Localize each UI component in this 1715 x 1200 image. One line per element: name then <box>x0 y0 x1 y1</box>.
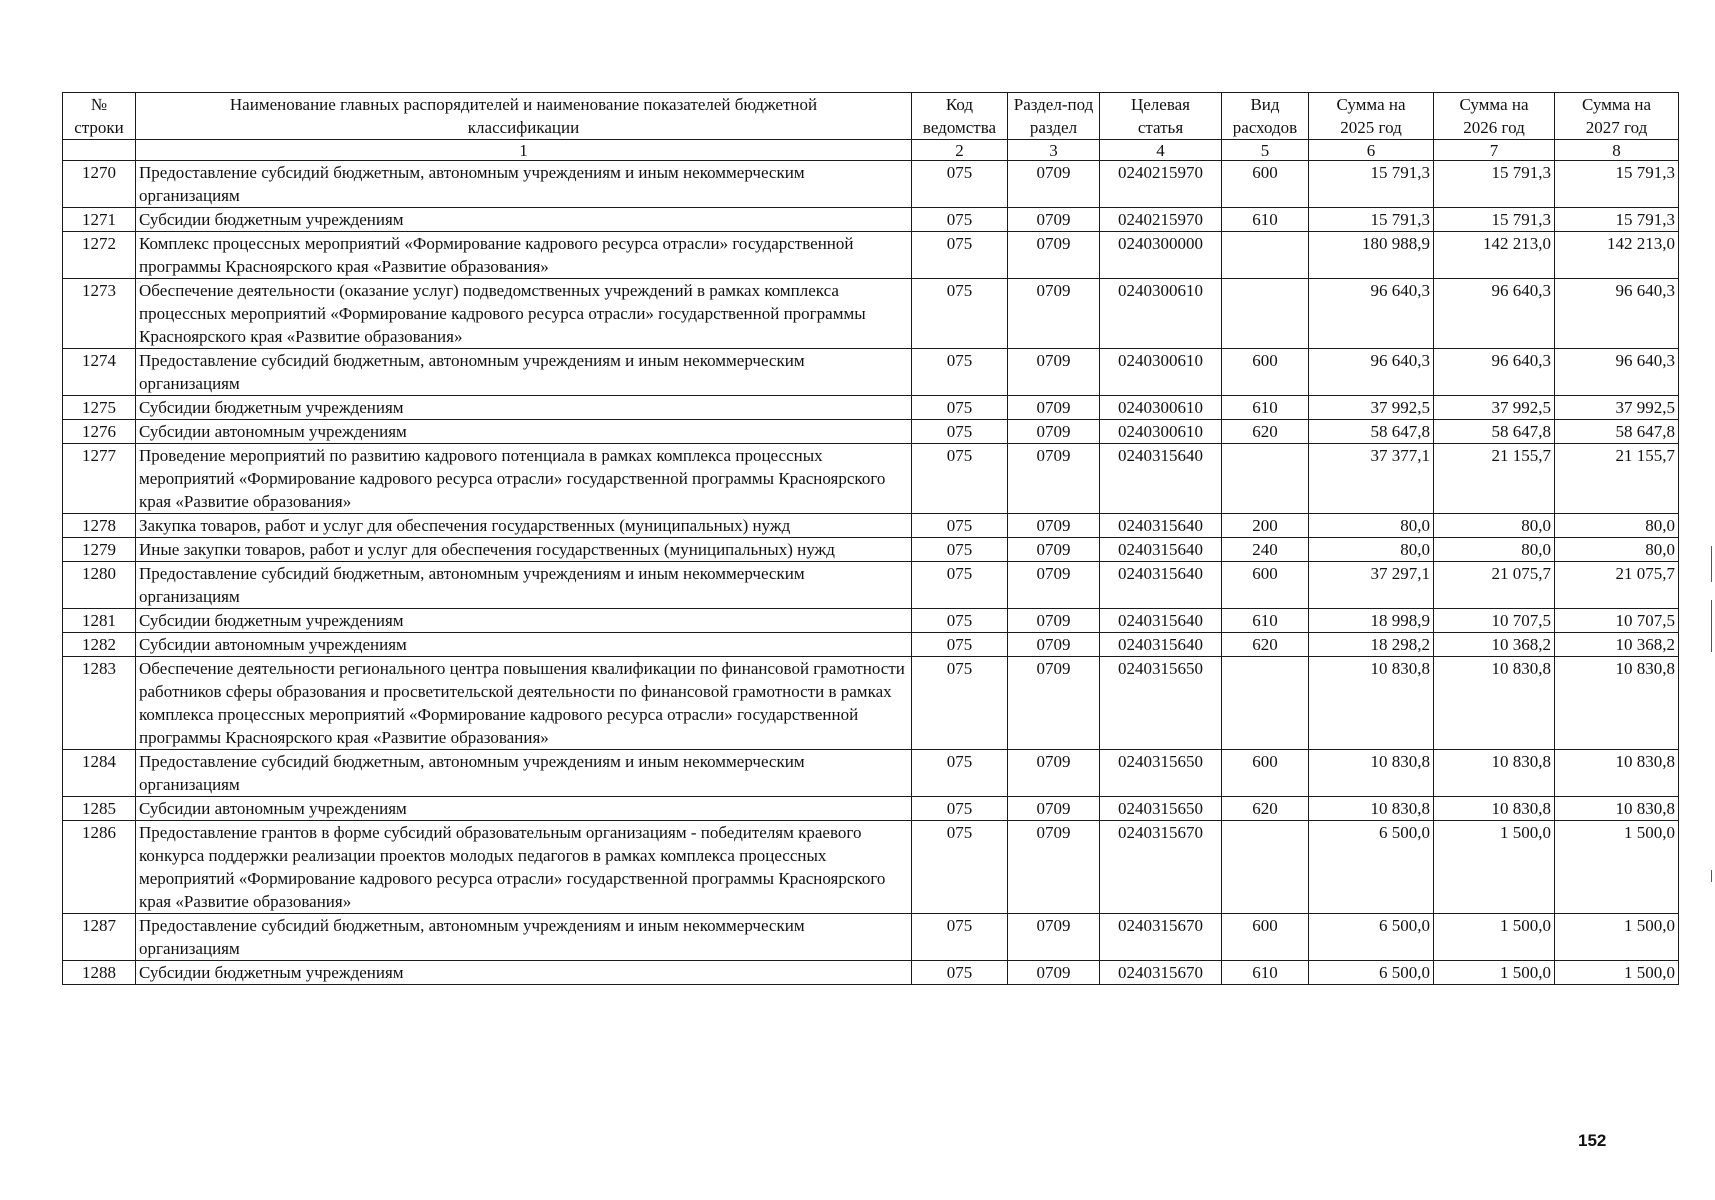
row-number-cell: 1272 <box>63 232 136 279</box>
row-dept-code-cell: 075 <box>912 961 1008 985</box>
row-name-cell: Предоставление субсидий бюджетным, автономным учреждениям и иным некоммерческим организациям <box>136 161 912 208</box>
header-section: Раздел-подраздел <box>1008 93 1100 140</box>
row-dept-code-cell: 075 <box>912 914 1008 961</box>
row-section-cell: 0709 <box>1008 444 1100 514</box>
row-expense-type-cell <box>1222 232 1309 279</box>
row-target-cell: 0240315640 <box>1100 444 1222 514</box>
row-dept-code-cell: 075 <box>912 538 1008 562</box>
row-target-cell: 0240315650 <box>1100 750 1222 797</box>
row-name-cell: Субсидии бюджетным учреждениям <box>136 396 912 420</box>
row-expense-type-cell: 240 <box>1222 538 1309 562</box>
row-sum-2027-cell: 1 500,0 <box>1555 961 1679 985</box>
row-dept-code-cell: 075 <box>912 797 1008 821</box>
table-row <box>63 961 1679 985</box>
row-expense-type-cell: 620 <box>1222 797 1309 821</box>
row-name-cell: Закупка товаров, работ и услуг для обеспечения государственных (муниципальных) нужд <box>136 514 912 538</box>
row-sum-2025-cell: 6 500,0 <box>1309 821 1434 914</box>
row-expense-type-cell: 600 <box>1222 562 1309 609</box>
row-sum-2025-cell: 18 998,9 <box>1309 609 1434 633</box>
row-dept-code-cell: 075 <box>912 633 1008 657</box>
column-number: 6 <box>1309 140 1434 161</box>
row-sum-2025-cell: 18 298,2 <box>1309 633 1434 657</box>
row-expense-type-cell <box>1222 279 1309 349</box>
row-sum-2027-cell: 80,0 <box>1555 514 1679 538</box>
row-number-cell: 1283 <box>63 657 136 750</box>
row-dept-code-cell: 075 <box>912 161 1008 208</box>
row-dept-code-cell: 075 <box>912 514 1008 538</box>
row-target-cell: 0240315670 <box>1100 821 1222 914</box>
column-number: 1 <box>136 140 912 161</box>
row-target-cell: 0240315640 <box>1100 562 1222 609</box>
row-sum-2026-cell: 10 830,8 <box>1434 797 1555 821</box>
row-section-cell: 0709 <box>1008 161 1100 208</box>
row-name-cell: Предоставление субсидий бюджетным, автономным учреждениям и иным некоммерческим организациям <box>136 914 912 961</box>
row-number-cell: 1281 <box>63 609 136 633</box>
row-section-cell: 0709 <box>1008 633 1100 657</box>
row-section-cell: 0709 <box>1008 420 1100 444</box>
row-sum-2027-cell: 15 791,3 <box>1555 161 1679 208</box>
row-expense-type-cell: 600 <box>1222 349 1309 396</box>
row-section-cell: 0709 <box>1008 538 1100 562</box>
row-sum-2026-cell: 21 075,7 <box>1434 562 1555 609</box>
row-target-cell: 0240315650 <box>1100 657 1222 750</box>
table-row <box>63 232 1679 279</box>
row-sum-2027-cell: 15 791,3 <box>1555 208 1679 232</box>
row-expense-type-cell: 610 <box>1222 208 1309 232</box>
row-sum-2026-cell: 58 647,8 <box>1434 420 1555 444</box>
column-number: 2 <box>912 140 1008 161</box>
table-header <box>63 93 1679 161</box>
row-name-cell: Предоставление субсидий бюджетным, автономным учреждениям и иным некоммерческим организациям <box>136 562 912 609</box>
row-dept-code-cell: 075 <box>912 609 1008 633</box>
row-dept-code-cell: 075 <box>912 444 1008 514</box>
row-sum-2025-cell: 58 647,8 <box>1309 420 1434 444</box>
row-sum-2026-cell: 80,0 <box>1434 538 1555 562</box>
row-sum-2025-cell: 6 500,0 <box>1309 914 1434 961</box>
row-expense-type-cell: 200 <box>1222 514 1309 538</box>
header-dept-code: Код ведомства <box>912 93 1008 140</box>
row-dept-code-cell: 075 <box>912 420 1008 444</box>
scan-edge-mark <box>1711 870 1712 882</box>
row-dept-code-cell: 075 <box>912 750 1008 797</box>
row-sum-2026-cell: 96 640,3 <box>1434 279 1555 349</box>
row-section-cell: 0709 <box>1008 609 1100 633</box>
row-name-cell: Субсидии автономным учреждениям <box>136 420 912 444</box>
row-name-cell: Субсидии автономным учреждениям <box>136 633 912 657</box>
row-sum-2026-cell: 10 368,2 <box>1434 633 1555 657</box>
row-expense-type-cell <box>1222 657 1309 750</box>
row-name-cell: Проведение мероприятий по развитию кадрового потенциала в рамках комплекса процессных мероприятий «Формирование кадрового ресурса отрасли» государственной программы Красноярского края «Развитие образования» <box>136 444 912 514</box>
header-row-no: № строки <box>63 93 136 140</box>
table-row <box>63 562 1679 609</box>
table-row <box>63 914 1679 961</box>
table-row <box>63 161 1679 208</box>
row-section-cell: 0709 <box>1008 750 1100 797</box>
row-sum-2027-cell: 10 830,8 <box>1555 657 1679 750</box>
row-number-cell: 1277 <box>63 444 136 514</box>
row-number-cell: 1280 <box>63 562 136 609</box>
row-sum-2025-cell: 96 640,3 <box>1309 279 1434 349</box>
row-number-cell: 1286 <box>63 821 136 914</box>
row-expense-type-cell <box>1222 821 1309 914</box>
row-sum-2025-cell: 80,0 <box>1309 514 1434 538</box>
row-expense-type-cell: 600 <box>1222 914 1309 961</box>
row-expense-type-cell: 610 <box>1222 961 1309 985</box>
row-section-cell: 0709 <box>1008 821 1100 914</box>
row-sum-2025-cell: 80,0 <box>1309 538 1434 562</box>
header-sum-2025: Сумма на 2025 год <box>1309 93 1434 140</box>
table-row <box>63 750 1679 797</box>
row-target-cell: 0240315640 <box>1100 633 1222 657</box>
row-target-cell: 0240315670 <box>1100 961 1222 985</box>
row-sum-2027-cell: 10 830,8 <box>1555 797 1679 821</box>
header-target: Целевая статья <box>1100 93 1222 140</box>
row-sum-2027-cell: 37 992,5 <box>1555 396 1679 420</box>
column-number: 7 <box>1434 140 1555 161</box>
row-target-cell: 0240315650 <box>1100 797 1222 821</box>
row-name-cell: Комплекс процессных мероприятий «Формирование кадрового ресурса отрасли» государственной программы Красноярского края «Развитие образования» <box>136 232 912 279</box>
row-number-cell: 1284 <box>63 750 136 797</box>
row-sum-2027-cell: 21 075,7 <box>1555 562 1679 609</box>
row-number-cell: 1282 <box>63 633 136 657</box>
row-section-cell: 0709 <box>1008 396 1100 420</box>
row-name-cell: Обеспечение деятельности регионального центра повышения квалификации по финансовой грамотности работников сферы образования и просветительской деятельности по финансовой грамотности в рамках комплекса процессных мероприятий «Формирование кадрового ресурса отрасли» государственной программы Красноярского края «Развитие образования» <box>136 657 912 750</box>
row-name-cell: Субсидии бюджетным учреждениям <box>136 609 912 633</box>
row-number-cell: 1276 <box>63 420 136 444</box>
row-name-cell: Субсидии бюджетным учреждениям <box>136 208 912 232</box>
table-row <box>63 538 1679 562</box>
row-dept-code-cell: 075 <box>912 821 1008 914</box>
row-sum-2025-cell: 37 992,5 <box>1309 396 1434 420</box>
row-sum-2027-cell: 58 647,8 <box>1555 420 1679 444</box>
row-sum-2027-cell: 142 213,0 <box>1555 232 1679 279</box>
row-sum-2026-cell: 1 500,0 <box>1434 961 1555 985</box>
row-name-cell: Предоставление субсидий бюджетным, автономным учреждениям и иным некоммерческим организациям <box>136 750 912 797</box>
table-row <box>63 396 1679 420</box>
row-expense-type-cell: 620 <box>1222 633 1309 657</box>
row-sum-2026-cell: 21 155,7 <box>1434 444 1555 514</box>
row-target-cell: 0240300610 <box>1100 396 1222 420</box>
row-sum-2025-cell: 10 830,8 <box>1309 750 1434 797</box>
row-sum-2025-cell: 96 640,3 <box>1309 349 1434 396</box>
row-section-cell: 0709 <box>1008 232 1100 279</box>
row-name-cell: Субсидии бюджетным учреждениям <box>136 961 912 985</box>
table-row <box>63 797 1679 821</box>
row-sum-2025-cell: 10 830,8 <box>1309 797 1434 821</box>
row-sum-2026-cell: 15 791,3 <box>1434 161 1555 208</box>
row-sum-2026-cell: 1 500,0 <box>1434 914 1555 961</box>
header-sum-2026: Сумма на 2026 год <box>1434 93 1555 140</box>
row-sum-2025-cell: 10 830,8 <box>1309 657 1434 750</box>
table-row <box>63 420 1679 444</box>
row-sum-2026-cell: 15 791,3 <box>1434 208 1555 232</box>
table-row <box>63 609 1679 633</box>
row-number-cell: 1273 <box>63 279 136 349</box>
row-sum-2027-cell: 10 830,8 <box>1555 750 1679 797</box>
row-sum-2025-cell: 37 377,1 <box>1309 444 1434 514</box>
row-sum-2026-cell: 1 500,0 <box>1434 821 1555 914</box>
column-number <box>63 140 136 161</box>
table-row <box>63 657 1679 750</box>
row-section-cell: 0709 <box>1008 797 1100 821</box>
budget-table <box>62 92 1679 985</box>
row-number-cell: 1274 <box>63 349 136 396</box>
row-sum-2027-cell: 80,0 <box>1555 538 1679 562</box>
header-expense-type: Вид расходов <box>1222 93 1309 140</box>
row-dept-code-cell: 075 <box>912 279 1008 349</box>
row-name-cell: Предоставление субсидий бюджетным, автономным учреждениям и иным некоммерческим организациям <box>136 349 912 396</box>
row-dept-code-cell: 075 <box>912 396 1008 420</box>
row-target-cell: 0240315670 <box>1100 914 1222 961</box>
row-sum-2026-cell: 37 992,5 <box>1434 396 1555 420</box>
row-dept-code-cell: 075 <box>912 562 1008 609</box>
row-target-cell: 0240215970 <box>1100 161 1222 208</box>
row-name-cell: Предоставление грантов в форме субсидий образовательным организациям - победителям краевого конкурса поддержки реализации проектов молодых педагогов в рамках комплекса процессных мероприятий «Формирование кадрового ресурса отрасли» государственной программы Красноярского края «Развитие образования» <box>136 821 912 914</box>
row-name-cell: Субсидии автономным учреждениям <box>136 797 912 821</box>
row-dept-code-cell: 075 <box>912 232 1008 279</box>
row-number-cell: 1279 <box>63 538 136 562</box>
row-sum-2026-cell: 10 830,8 <box>1434 750 1555 797</box>
row-expense-type-cell: 610 <box>1222 609 1309 633</box>
row-sum-2027-cell: 10 368,2 <box>1555 633 1679 657</box>
row-section-cell: 0709 <box>1008 349 1100 396</box>
row-target-cell: 0240315640 <box>1100 609 1222 633</box>
column-number: 5 <box>1222 140 1309 161</box>
row-sum-2025-cell: 37 297,1 <box>1309 562 1434 609</box>
row-sum-2027-cell: 10 707,5 <box>1555 609 1679 633</box>
row-section-cell: 0709 <box>1008 562 1100 609</box>
column-number: 3 <box>1008 140 1100 161</box>
row-sum-2027-cell: 96 640,3 <box>1555 349 1679 396</box>
row-sum-2026-cell: 10 830,8 <box>1434 657 1555 750</box>
row-sum-2027-cell: 1 500,0 <box>1555 821 1679 914</box>
scan-edge-mark <box>1711 600 1712 652</box>
row-target-cell: 0240315640 <box>1100 538 1222 562</box>
table-row <box>63 279 1679 349</box>
row-section-cell: 0709 <box>1008 208 1100 232</box>
row-target-cell: 0240300610 <box>1100 420 1222 444</box>
table-row <box>63 633 1679 657</box>
row-expense-type-cell: 600 <box>1222 750 1309 797</box>
row-sum-2025-cell: 180 988,9 <box>1309 232 1434 279</box>
row-dept-code-cell: 075 <box>912 657 1008 750</box>
row-name-cell: Иные закупки товаров, работ и услуг для обеспечения государственных (муниципальных) нужд <box>136 538 912 562</box>
row-target-cell: 0240315640 <box>1100 514 1222 538</box>
row-number-cell: 1288 <box>63 961 136 985</box>
header-row <box>63 93 1679 140</box>
row-sum-2025-cell: 15 791,3 <box>1309 208 1434 232</box>
row-sum-2026-cell: 96 640,3 <box>1434 349 1555 396</box>
table-row <box>63 514 1679 538</box>
row-target-cell: 0240300000 <box>1100 232 1222 279</box>
row-sum-2025-cell: 15 791,3 <box>1309 161 1434 208</box>
row-number-cell: 1270 <box>63 161 136 208</box>
row-target-cell: 0240215970 <box>1100 208 1222 232</box>
row-dept-code-cell: 075 <box>912 208 1008 232</box>
table-row <box>63 444 1679 514</box>
page-number: 152 <box>1578 1131 1607 1150</box>
column-number: 8 <box>1555 140 1679 161</box>
row-name-cell: Обеспечение деятельности (оказание услуг) подведомственных учреждений в рамках комплекса процессных мероприятий «Формирование кадрового ресурса отрасли» государственной программы Красноярского края «Развитие образования» <box>136 279 912 349</box>
row-section-cell: 0709 <box>1008 279 1100 349</box>
row-sum-2025-cell: 6 500,0 <box>1309 961 1434 985</box>
table-row <box>63 208 1679 232</box>
row-section-cell: 0709 <box>1008 961 1100 985</box>
row-number-cell: 1275 <box>63 396 136 420</box>
row-target-cell: 0240300610 <box>1100 349 1222 396</box>
column-number: 4 <box>1100 140 1222 161</box>
row-section-cell: 0709 <box>1008 657 1100 750</box>
row-expense-type-cell <box>1222 444 1309 514</box>
row-sum-2027-cell: 96 640,3 <box>1555 279 1679 349</box>
row-dept-code-cell: 075 <box>912 349 1008 396</box>
row-sum-2026-cell: 80,0 <box>1434 514 1555 538</box>
table-row <box>63 349 1679 396</box>
row-sum-2026-cell: 142 213,0 <box>1434 232 1555 279</box>
row-expense-type-cell: 610 <box>1222 396 1309 420</box>
row-number-cell: 1285 <box>63 797 136 821</box>
row-sum-2027-cell: 21 155,7 <box>1555 444 1679 514</box>
row-section-cell: 0709 <box>1008 514 1100 538</box>
scan-edge-mark <box>1711 546 1712 582</box>
row-expense-type-cell: 620 <box>1222 420 1309 444</box>
header-name: Наименование главных распорядителей и наименование показателей бюджетной классификации <box>136 93 912 140</box>
column-number-row <box>63 140 1679 161</box>
row-target-cell: 0240300610 <box>1100 279 1222 349</box>
row-sum-2027-cell: 1 500,0 <box>1555 914 1679 961</box>
row-expense-type-cell: 600 <box>1222 161 1309 208</box>
row-sum-2026-cell: 10 707,5 <box>1434 609 1555 633</box>
row-number-cell: 1278 <box>63 514 136 538</box>
header-sum-2027: Сумма на 2027 год <box>1555 93 1679 140</box>
row-number-cell: 1271 <box>63 208 136 232</box>
row-section-cell: 0709 <box>1008 914 1100 961</box>
table-body <box>63 161 1679 985</box>
row-number-cell: 1287 <box>63 914 136 961</box>
table-row <box>63 821 1679 914</box>
